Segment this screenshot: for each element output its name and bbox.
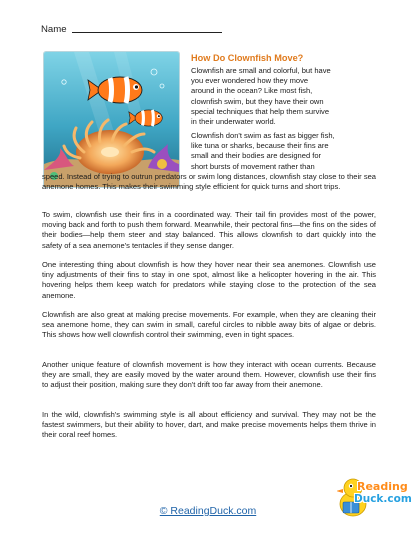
intro-paragraph bbox=[191, 66, 378, 127]
paragraph-2-line: short bursts of movement rather than bbox=[191, 161, 315, 171]
intro-line: special techniques that help them survive bbox=[191, 106, 330, 116]
name-row bbox=[41, 24, 222, 35]
paragraph-2-tail: speed. Instead of trying to outrun predators or swim long distances, clownfish stay close to their sea anemone homes. This makes their swimming style efficient for quick turns and short trips. bbox=[42, 172, 376, 192]
intro-line: Clownfish are small and colorful, but have bbox=[191, 66, 331, 75]
clownfish-picture bbox=[44, 52, 179, 187]
paragraph-2-line: like tuna or sharks, because their fins are bbox=[191, 141, 329, 151]
paragraph-4: One interesting thing about clownfish is how they hover near their sea anemones. Clownfish use tiny adjustments of their fins to stay in one spot, almost like a helicopter hovering in the air. This hovering helps them keep watch for predators while staying close to the protection of the sea anemone. bbox=[42, 260, 376, 300]
paragraph-2-line: small and their bodies are designed for bbox=[191, 151, 322, 161]
clownfish-illustration bbox=[44, 52, 179, 187]
intro-line: you ever wondered how they move bbox=[191, 76, 309, 86]
intro-line: around in the ocean? Like most fish, bbox=[191, 86, 313, 96]
intro-line: clownfish swim, but they have their own bbox=[191, 96, 324, 106]
paragraph-2-line: Clownfish don't swim as fast as bigger fish, bbox=[191, 131, 335, 140]
paragraph-5: Clownfish are also great at making precise movements. For example, when they are cleaning their sea anemone home, they can swim in small, careful circles to nibble away bits of algae or debris. This shows how well clownfish control their swimming, even in tight spaces. bbox=[42, 310, 376, 340]
name-label: Name bbox=[41, 24, 67, 35]
paragraph-6: Another unique feature of clownfish movement is how they interact with ocean currents. Because they are small, they are easily moved by the water around them. However, clownfish use their fins to adjust their position, making sure they don't drift too far away from their anemone. bbox=[42, 360, 376, 390]
intro-line: in their underwater world. bbox=[191, 117, 276, 127]
logo-text-reading: Reading bbox=[357, 480, 408, 493]
logo-text-duck: Duck.com bbox=[354, 493, 412, 505]
paragraph-3: To swim, clownfish use their fins in a coordinated way. Their tail fin provides most of the power, moving back and forth to push them forward. Meanwhile, their pectoral fins—the fins on the sides of their bodies—help them steer and stay balanced. This allows clownfish to dart quickly into the safety of a sea anemone's tentacles if they sense danger. bbox=[42, 210, 376, 250]
name-line bbox=[72, 31, 222, 33]
paragraph-7: In the wild, clownfish's swimming style is all about efficiency and survival. They may not be the fastest swimmers, but their ability to hover, dart, and make precise movements helps them thrive in their coral reef homes. bbox=[42, 410, 376, 440]
readingduck-link[interactable]: © ReadingDuck.com bbox=[159, 505, 257, 517]
worksheet-title: How Do Clownfish Move? bbox=[191, 53, 304, 63]
paragraph-2-wrapped bbox=[191, 131, 378, 172]
